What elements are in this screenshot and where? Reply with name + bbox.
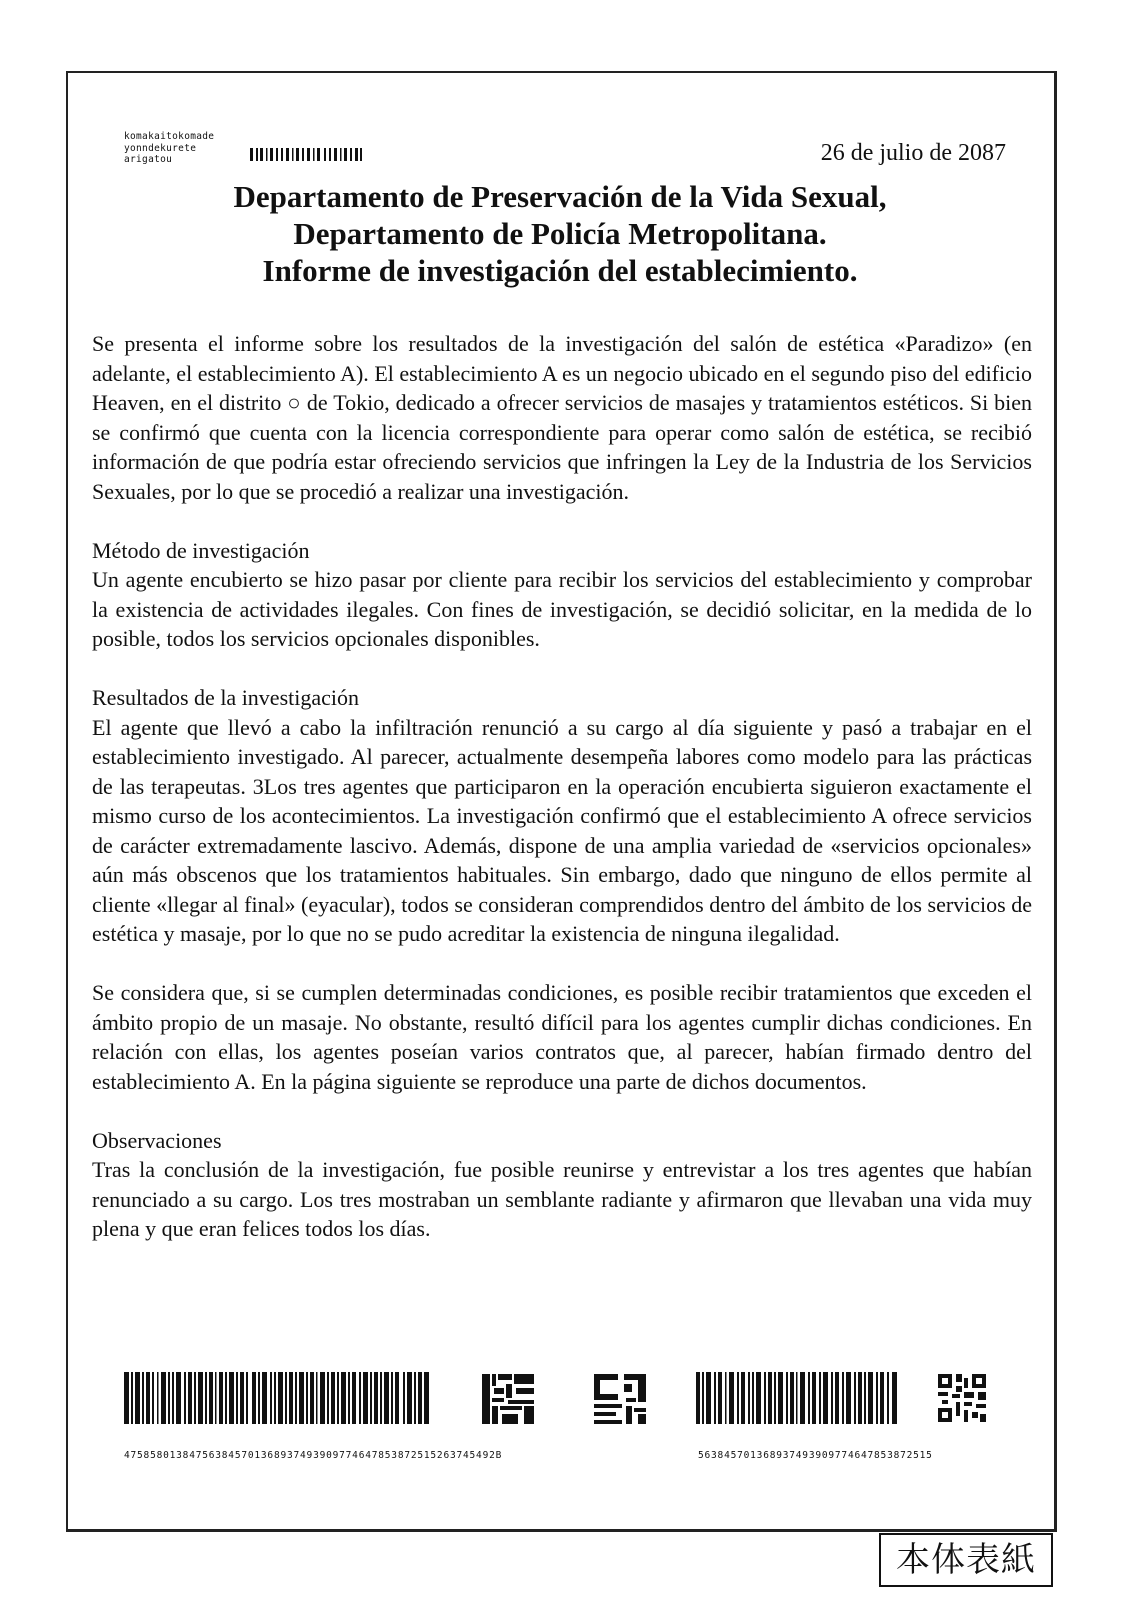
observations-text: Tras la conclusión de la investigación, fue posible reunirse y entrevistar a los tres agentes que habían renunciado a su cargo. Los tres mostraban un semblante radiante y afirmaron que llevaban una vida muy plena y que eran felices todos los días. xyxy=(92,1157,1032,1241)
cover-stamp: 本体表紙 xyxy=(879,1533,1053,1587)
conditions-paragraph: Se considera que, si se cumplen determinadas condiciones, es posible recibir tratamientos que exceden el ámbito propio de un masaje. No obstante, resultó difícil para los agentes cumplir dichas condiciones. En relación con ellas, los agentes poseían varios contratos que, al parecer, habían firmado dentro del establecimiento A. En la página siguiente se reproduce una parte de dichos documentos. xyxy=(92,980,1032,1094)
observations-heading: Observaciones xyxy=(92,1127,222,1153)
report-title xyxy=(90,178,1030,289)
method-heading: Método de investigación xyxy=(92,537,310,563)
qr-code-1-icon xyxy=(482,1374,534,1424)
intro-paragraph: Se presenta el informe sobre los resultados de la investigación del salón de estética «Paradizo» (en adelante, el establecimiento A). El establecimiento A es un negocio ubicado en el segundo piso del edificio Heaven, en el distrito ○ de Tokio, dedicado a ofrecer servicios de masajes y tratamientos estéticos. Si bien se confirmó que cuenta con la licencia correspondiente para operar como salón de estética, se recibió información de que podría estar ofreciendo servicios que infringen la Ley de la Industria de los Servicios Sexuales, por lo que se procedió a realizar una investigación. xyxy=(92,331,1032,504)
footer-codes xyxy=(124,1372,1004,1472)
barcode-left-icon xyxy=(124,1372,429,1424)
qr-code-3-icon xyxy=(938,1374,986,1422)
results-heading: Resultados de la investigación xyxy=(92,685,359,710)
qr-code-2-icon xyxy=(594,1374,646,1424)
logo-line-1: komakaitokomade xyxy=(124,131,215,142)
method-section xyxy=(92,536,1032,654)
logo-line-3: arigatou xyxy=(124,154,173,165)
header-barcode-icon xyxy=(250,148,362,161)
title-line-3: Informe de investigación del establecimiento. xyxy=(262,253,858,288)
results-section xyxy=(92,683,1032,949)
results-text: El agente que llevó a cabo la infiltración renunció a su cargo al día siguiente y pasó a trabajar en el establecimiento investigado. Al parecer, actualmente desempeña labores como modelo para las prácticas de las terapeutas. 3Los tres agentes que participaron en la operación encubierta siguieron exactamente el mismo curso de los acontecimientos. La investigación confirmó que el establecimiento A ofrece servicios de carácter extremadamente lascivo. Además, dispone de una amplia variedad de «servicios opcionales» aún más obscenos que los tratamientos habituales. Sin embargo, dado que ninguno de ellos permite al cliente «llegar al final» (eyacular), todos se consideran comprendidos dentro del ámbito de los servicios de estética y masaje, por lo que no se pudo acreditar la existencia de ninguna ilegalidad. xyxy=(92,714,1032,946)
barcode-right-icon xyxy=(696,1372,900,1424)
barcode-left-number: 475858013847563845701368937493909774647853872515263745492B xyxy=(124,1450,503,1461)
method-text: Un agente encubierto se hizo pasar por cliente para recibir los servicios del establecimiento y comprobar la existencia de actividades ilegales. Con fines de investigación, se decidió solicitar, en la medida de lo posible, todos los servicios opcionales disponibles. xyxy=(92,567,1032,651)
logo-line-2: yonndekurete xyxy=(124,142,197,154)
logo-text xyxy=(124,131,214,166)
title-line-1: Departamento de Preservación de la Vida Sexual, xyxy=(233,179,887,214)
report-date: 26 de julio de 2087 xyxy=(820,140,1006,166)
observations-section xyxy=(92,1126,1032,1244)
title-line-2: Departamento de Policía Metropolitana. xyxy=(293,216,827,251)
barcode-right-number: 563845701368937493909774647853872515 xyxy=(698,1450,933,1461)
report-body xyxy=(92,329,1032,1273)
